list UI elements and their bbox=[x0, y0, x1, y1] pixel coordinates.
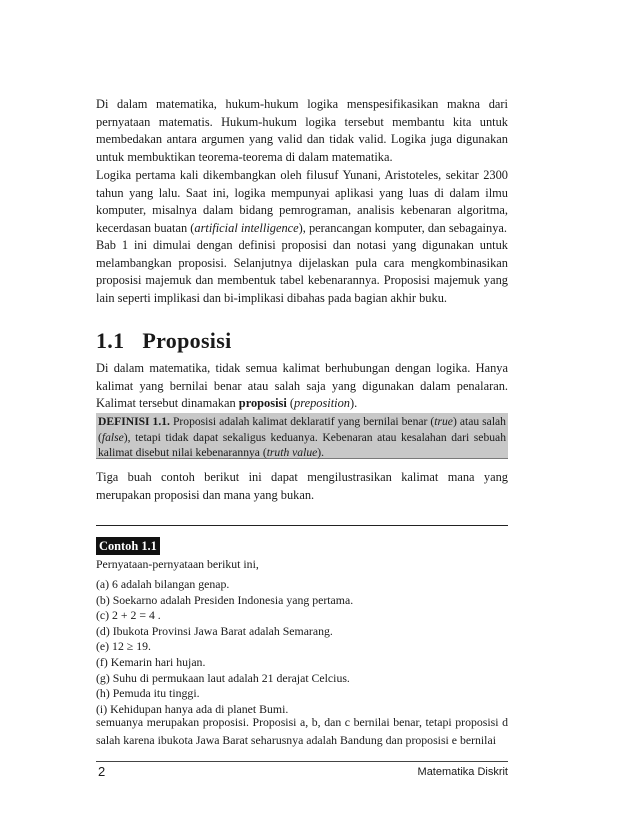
definition-italic-true: true bbox=[434, 415, 453, 428]
example-list bbox=[96, 577, 508, 717]
definition-italic-truth-value: truth value bbox=[266, 446, 318, 460]
example-top-rule bbox=[96, 525, 508, 526]
page-number: 2 bbox=[98, 764, 106, 779]
running-footer-title: Matematika Diskrit bbox=[417, 766, 508, 778]
footer-rule bbox=[96, 761, 508, 762]
list-item: (c) 2 + 2 = 4 . bbox=[96, 608, 161, 623]
section-heading bbox=[96, 328, 232, 354]
paragraph-2-text-end: ), perancangan komputer, dan sebagainya. bbox=[298, 220, 507, 235]
example-lead-text: Pernyataan-pernyataan berikut ini, bbox=[96, 557, 259, 571]
paragraph-intro bbox=[96, 96, 508, 166]
examples-intro-text: Tiga buah contoh berikut ini dapat mengilustrasikan kalimat mana yang merupakan proposisi dan mana yang bukan. bbox=[96, 470, 508, 502]
examples-intro bbox=[96, 469, 508, 504]
paragraph-3: Bab 1 ini dimulai dengan definisi proposisi dan notasi yang digunakan untuk melambangkan proposisi. Selanjutnya dijelaskan pula cara mengkombinasikan proposisi majemuk dan membentuk tabel kebenarannya. Proposisi majemuk yang lain seperti implikasi dan bi-implikasi dibahas pada bagian akhir buku. bbox=[96, 238, 508, 305]
list-item: (g) Suhu di permukaan laut adalah 21 derajat Celcius. bbox=[96, 670, 350, 685]
section-paragraph bbox=[96, 360, 508, 413]
section-para-part-3: ). bbox=[350, 396, 358, 411]
section-paragraph-text bbox=[96, 360, 508, 413]
section-para-part-1: Di dalam matematika, tidak semua kalimat berhubungan dengan logika. Hanya kalimat yang bernilai benar atau salah saja yang digunakan dalam penalaran. Kalimat tersebut dinamakan bbox=[96, 361, 508, 411]
definition-text-2: ) atau salah ( bbox=[98, 415, 506, 444]
paragraph-chapter-overview bbox=[96, 237, 508, 307]
section-para-italic-term: preposition bbox=[294, 396, 351, 411]
definition-label: DEFINISI 1.1. bbox=[98, 415, 170, 428]
section-para-bold-term: proposisi bbox=[238, 396, 287, 411]
section-title: Proposisi bbox=[142, 328, 232, 353]
paragraph-history bbox=[96, 167, 508, 237]
example-conclusion-text: semuanya merupakan proposisi. Proposisi a, b, dan c bernilai benar, tetapi proposisi d salah karena ibukota Jawa Barat seharusnya adalah Bandung dan proposisi e bernilai bbox=[96, 715, 508, 747]
section-para-part-2: ( bbox=[286, 396, 295, 411]
list-item: (a) 6 adalah bilangan genap. bbox=[96, 577, 230, 591]
definition-box bbox=[96, 413, 508, 459]
paragraph-2-italic: artificial intelligence bbox=[194, 220, 299, 235]
list-item: (e) 12 ≥ 19. bbox=[96, 639, 151, 654]
example-conclusion bbox=[96, 714, 508, 749]
paragraph-1: Di dalam matematika, hukum-hukum logika menspesifikasikan makna dari pernyataan matematis. Hukum-hukum logika tersebut membantu kita untuk membedakan antara argumen yang valid dan tidak valid. Logika juga digunakan untuk membuktikan teorema-teorema di dalam matematika. bbox=[96, 97, 508, 164]
definition-text-1: Proposisi adalah kalimat deklaratif yang bernilai benar ( bbox=[169, 415, 435, 428]
definition-text-4: ). bbox=[317, 446, 325, 460]
list-item: (h) Pemuda itu tinggi. bbox=[96, 686, 200, 701]
list-item: (b) Soekarno adalah Presiden Indonesia yang pertama. bbox=[96, 592, 354, 607]
paragraph-2-text: Logika pertama kali dikembangkan oleh filusuf Yunani, Aristoteles, sekitar 2300 tahun yang lalu. Saat ini, logika mempunyai aplikasi yang luas di dalam ilmu komputer, misalnya dalam bidang pemrograman, analisis kebenaran algoritma, kecerdasan buatan ( bbox=[96, 168, 508, 235]
definition-italic-false: false bbox=[101, 430, 124, 444]
list-item: (f) Kemarin hari hujan. bbox=[96, 654, 206, 669]
paragraph-2 bbox=[96, 167, 508, 237]
example-lead bbox=[96, 556, 508, 574]
definition-text-3: ), tetapi tidak dapat sekaligus keduanya. Kebenaran atau kesalahan dari sebuah kalimat disebut nilai kebenarannya ( bbox=[98, 430, 506, 460]
example-label: Contoh 1.1 bbox=[96, 537, 160, 555]
list-item: (d) Ibukota Provinsi Jawa Barat adalah Semarang. bbox=[96, 623, 333, 638]
section-number: 1.1 bbox=[96, 328, 125, 353]
list-item: (i) Kehidupan hanya ada di planet Bumi. bbox=[96, 701, 289, 716]
